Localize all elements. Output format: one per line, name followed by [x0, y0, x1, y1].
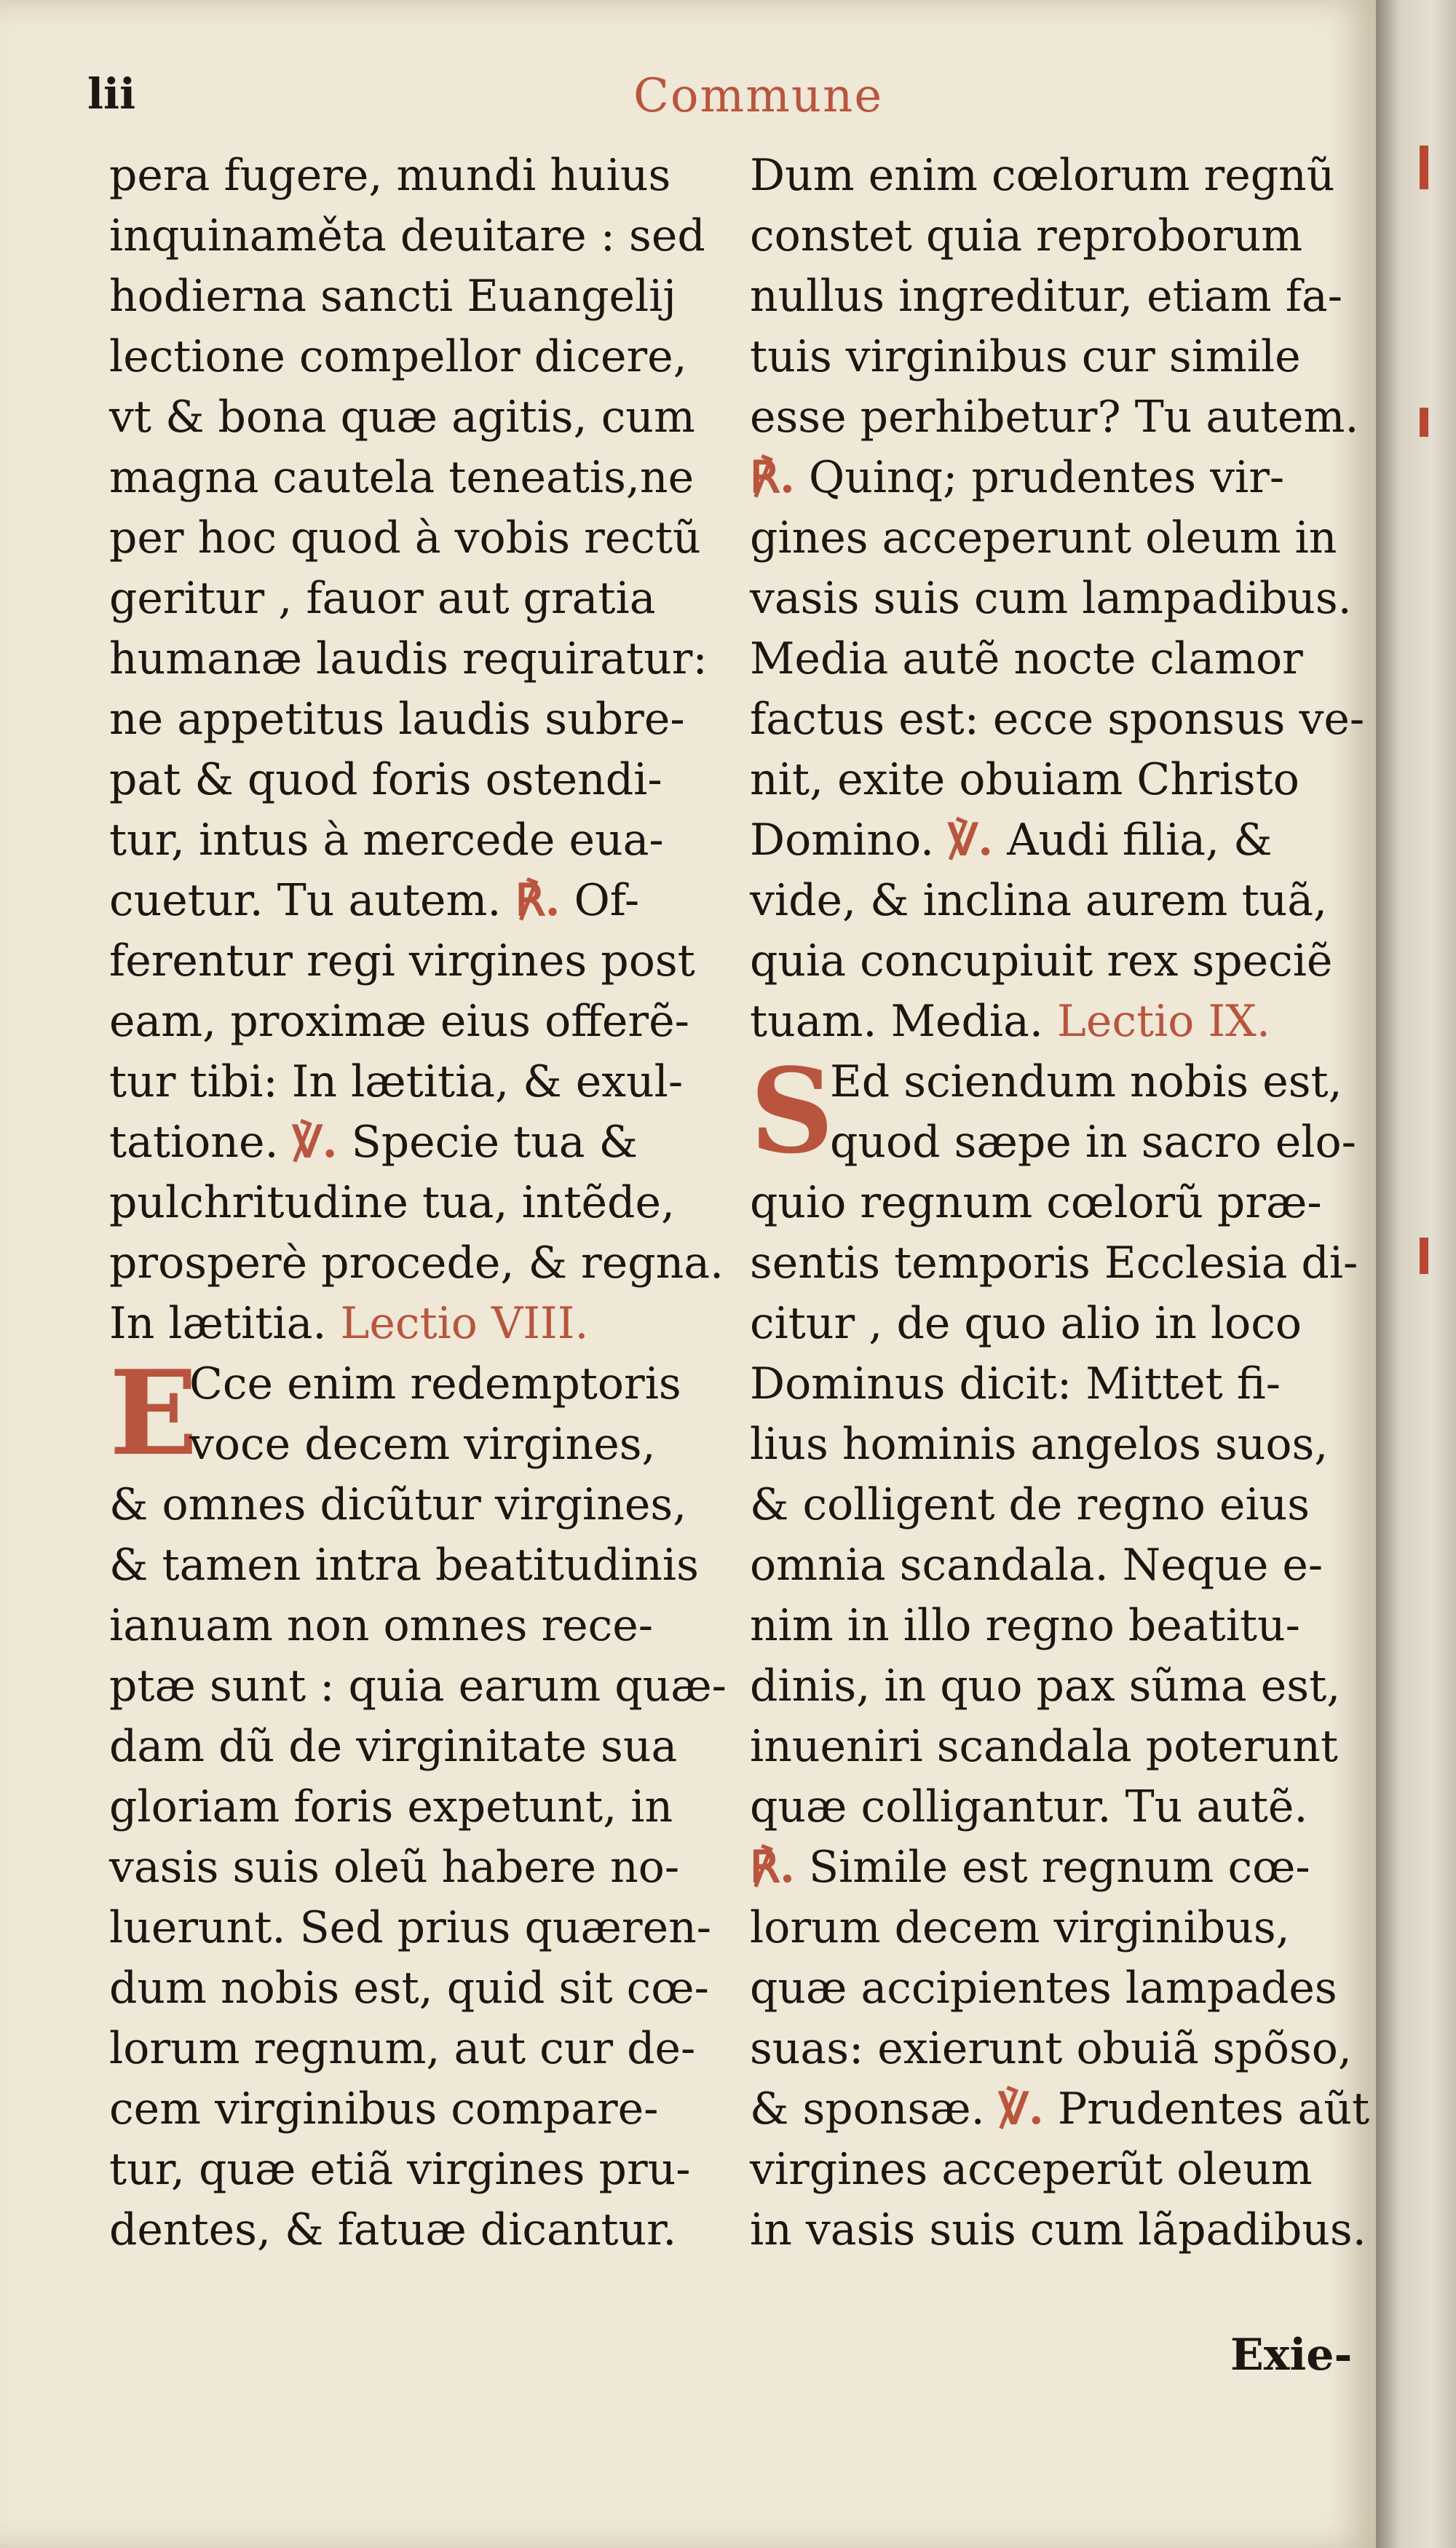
- response-continuation: Simile est regnum cœ-: [809, 1842, 1310, 1893]
- page-header: [0, 69, 1376, 142]
- left-column: [109, 146, 727, 2260]
- text-line: nit, exite obuiam Christo: [750, 754, 1299, 805]
- versicle-symbol: ℣.: [998, 2084, 1044, 2134]
- text-line: Dum enim cœlorum regnũ: [750, 150, 1335, 201]
- response-text: cuetur. Tu autem.: [109, 875, 502, 926]
- versicle-before: & sponsæ.: [750, 2084, 985, 2134]
- dropcap-text: [830, 1052, 1356, 1173]
- dropcap-block: [109, 1345, 706, 1481]
- text-line: & tamen intra beatitudinis: [109, 1540, 699, 1591]
- text-line: pat & quod foris ostendi-: [109, 754, 662, 805]
- text-line: lectione compellor dicere,: [109, 331, 687, 382]
- text-line: dam dũ de virginitate sua: [109, 1721, 678, 1772]
- versicle-line: [750, 2079, 1370, 2140]
- text-line: quod sæpe in sacro elo-: [830, 1117, 1356, 1168]
- versicle-after: Specie tua &: [351, 1117, 638, 1168]
- text-line: inueniri scandala poterunt: [750, 1721, 1339, 1772]
- text-line: & omnes dicũtur virgines,: [109, 1479, 687, 1530]
- text-line: nim in illo regno beatitu-: [750, 1600, 1300, 1651]
- text-line: ianuam non omnes rece-: [109, 1600, 654, 1651]
- text-line: quia concupiuit rex speciẽ: [750, 935, 1333, 986]
- text-line: dentes, & fatuæ dicantur.: [109, 2204, 677, 2255]
- text-line: quæ accipientes lampades: [750, 1963, 1337, 2014]
- versicle-symbol: ℣.: [292, 1117, 338, 1168]
- text-line: hodierna sancti Euangelij: [109, 271, 676, 322]
- text-line: vasis suis cum lampadibus.: [750, 573, 1352, 624]
- text-line: ne appetitus laudis subre-: [109, 694, 685, 745]
- text-line: & colligent de regno eius: [750, 1479, 1310, 1530]
- response-continuation: Of-: [574, 875, 640, 926]
- response-line: [750, 1837, 1347, 1898]
- text-line: vide, & inclina aurem tuã,: [750, 875, 1328, 926]
- text-line: ferentur regi virgines post: [109, 935, 695, 986]
- text-line: per hoc quod à vobis rectũ: [109, 513, 701, 563]
- lectio-rubric: Lectio IX.: [1057, 996, 1270, 1047]
- catchword: Exie-: [1230, 2330, 1353, 2381]
- text-line: factus est: ecce sponsus ve-: [750, 694, 1365, 745]
- text-line: tur, intus à mercede eua-: [109, 815, 664, 866]
- text-line: eam, proximæ eius offerẽ-: [109, 996, 689, 1047]
- text-line: citur , de quo alio in loco: [750, 1298, 1302, 1349]
- versicle-line: [750, 810, 1347, 871]
- text-line: gines acceperunt oleum in: [750, 513, 1337, 563]
- text-line: magna cautela teneatis,ne: [109, 452, 695, 503]
- versicle-after: Prudentes aũt: [1057, 2084, 1370, 2134]
- text-line: lorum decem virginibus,: [750, 1902, 1290, 1953]
- folio-number: lii: [87, 69, 136, 119]
- text-line: inquinaměta deuitare : sed: [109, 210, 705, 261]
- response-symbol: ℟.: [750, 1842, 795, 1893]
- text-line: virgines acceperũt oleum: [750, 2144, 1313, 2195]
- text-line: constet quia reproborum: [750, 210, 1303, 261]
- lectio-before: In lætitia.: [109, 1298, 327, 1349]
- dropcap-letter: E: [109, 1345, 198, 1481]
- text-line: sentis temporis Ecclesia di-: [750, 1238, 1358, 1289]
- text-line: vasis suis oleũ habere no-: [109, 1842, 680, 1893]
- running-title: Commune: [633, 69, 884, 123]
- text-line: quæ colligantur. Tu autẽ.: [750, 1781, 1308, 1832]
- text-line: Media autẽ nocte clamor: [750, 633, 1303, 684]
- lectio-line: [109, 1294, 706, 1354]
- text-line: pulchritudine tua, intẽde,: [109, 1177, 676, 1228]
- text-line: Ed sciendum nobis est,: [830, 1056, 1342, 1107]
- text-line: prosperè procede, & regna.: [109, 1238, 724, 1289]
- dropcap-text: [189, 1354, 681, 1475]
- text-line: Dominus dicit: Mittet fi-: [750, 1358, 1281, 1409]
- versicle-symbol: ℣.: [948, 815, 994, 866]
- response-line: [109, 871, 706, 931]
- text-line: dinis, in quo pax sũma est,: [750, 1661, 1341, 1712]
- text-line: humanæ laudis requiratur:: [109, 633, 708, 684]
- next-page-rubric-mark: [1420, 408, 1428, 437]
- text-line: tuis virginibus cur simile: [750, 331, 1301, 382]
- versicle-after: Audi filia, &: [1007, 815, 1273, 866]
- next-page-rubric-mark: [1420, 1238, 1428, 1274]
- response-symbol: ℟.: [750, 452, 795, 503]
- versicle-before: Domino.: [750, 815, 935, 866]
- response-continuation: Quinq; prudentes vir-: [809, 452, 1285, 503]
- text-line: dum nobis est, quid sit cœ-: [109, 1963, 709, 2014]
- text-line: voce decem virgines,: [189, 1419, 656, 1470]
- text-line: omnia scandala. Neque e-: [750, 1540, 1324, 1591]
- text-line: in vasis suis cum lãpadibus.: [750, 2204, 1366, 2255]
- book-gutter: [1376, 0, 1456, 2548]
- text-line: tur, quæ etiã virgines pru-: [109, 2144, 691, 2195]
- text-line: geritur , fauor aut gratia: [109, 573, 656, 624]
- right-column: [750, 146, 1370, 2260]
- text-line: tur tibi: In lætitia, & exul-: [109, 1056, 684, 1107]
- versicle-before: tatione.: [109, 1117, 279, 1168]
- lectio-line: [750, 992, 1347, 1052]
- text-line: vt & bona quæ agitis, cum: [109, 392, 695, 443]
- response-line: [750, 448, 1347, 508]
- text-line: quio regnum cœlorũ præ-: [750, 1177, 1322, 1228]
- text-line: nullus ingreditur, etiam fa-: [750, 271, 1342, 322]
- text-line: cem virginibus compare-: [109, 2084, 659, 2134]
- text-line: luerunt. Sed prius quæren-: [109, 1902, 711, 1953]
- versicle-line: [109, 1112, 706, 1173]
- text-line: lius hominis angelos suos,: [750, 1419, 1329, 1470]
- text-line: ptæ sunt : quia earum quæ-: [109, 1661, 727, 1712]
- text-line: Cce enim redemptoris: [189, 1358, 681, 1409]
- response-symbol: ℟.: [515, 875, 561, 926]
- dropcap-block: [750, 1042, 1356, 1179]
- lectio-before: tuam. Media.: [750, 996, 1043, 1047]
- text-line: pera fugere, mundi huius: [109, 150, 671, 201]
- lectio-rubric: Lectio VIII.: [340, 1298, 589, 1349]
- text-line: gloriam foris expetunt, in: [109, 1781, 673, 1832]
- text-line: lorum regnum, aut cur de-: [109, 2023, 696, 2074]
- next-page-rubric-mark: [1420, 146, 1428, 189]
- text-line: suas: exierunt obuiã spõso,: [750, 2023, 1352, 2074]
- text-line: esse perhibetur? Tu autem.: [750, 392, 1359, 443]
- dropcap-letter: S: [750, 1042, 834, 1179]
